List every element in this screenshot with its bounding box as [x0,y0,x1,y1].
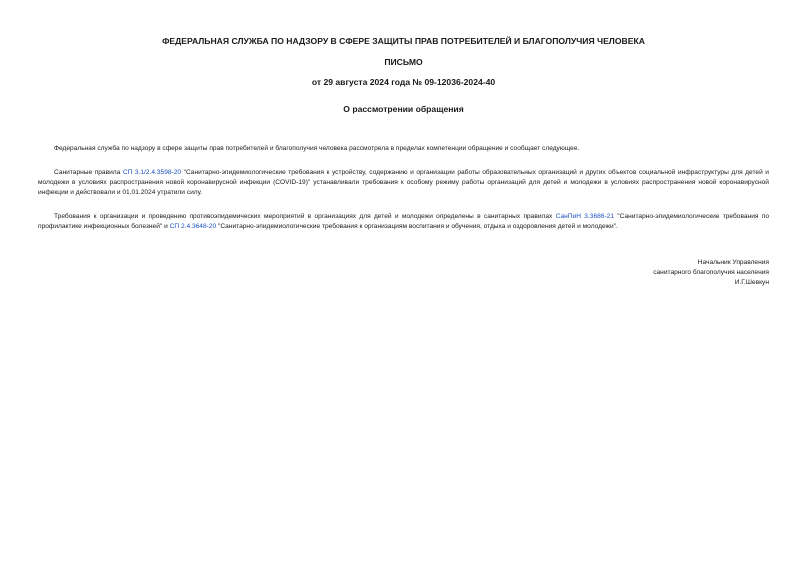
paragraph-3-text-a: Требования к организации и проведению противоэпидемических мероприятий в организациях для детей и молодежи определены в санитарных правилах [54,212,556,220]
reference-link-sp-3648[interactable]: СП 2.4.3648-20 [169,223,217,231]
paragraph-3-text-b: "Санитарно-эпидемиологические требования по профилактике инфекционных болезней" и [38,212,769,231]
paragraph-1: Федеральная служба по надзору в сфере защиты прав потребителей и благополучия человека рассмотрела в пределах компетенции обращение и сообщает следующее. [54,145,580,152]
reference-link-sp-3598[interactable]: СП 3.1/2.4.3598-20 [122,168,182,176]
document-body [38,144,769,232]
signer-name: И.Г.Шевкун [734,279,769,286]
signer-title-line-1: Начальник Управления [697,259,769,266]
document-type: ПИСЬМО [384,57,423,67]
document-subject: О рассмотрении обращения [343,104,464,114]
reference-link-sanpin-3686[interactable]: СанПиН 3.3686-21 [555,212,614,220]
signature-block [653,258,769,288]
paragraph-2 [38,168,769,199]
agency-name: ФЕДЕРАЛЬНАЯ СЛУЖБА ПО НАДЗОРУ В СФЕРЕ ЗАЩИТЫ ПРАВ ПОТРЕБИТЕЛЕЙ И БЛАГОПОЛУЧИЯ ЧЕЛОВЕКА [162,36,645,46]
paragraph-2-text-a: Санитарные правила [54,168,123,176]
paragraph-3 [38,212,769,232]
paragraph-3-text-c: "Санитарно-эпидемиологические требования к организациям воспитания и обучения, отдыха и оздоровления детей и молодежи". [216,223,618,231]
signer-title-line-2: санитарного благополучия населения [653,269,769,276]
document-date-number: от 29 августа 2024 года № 09-12036-2024-40 [311,77,496,87]
paragraph-2-text-b: "Санитарно-эпидемиологические требования к устройству, содержанию и организации работы образовательных организаций и других объектов социальной инфраструктуры для детей и молодежи в условиях распространения новой коронавирусной инфекции (COVID-19)" устанавливали требования к особому режиму работы организаций для детей и молодежи в условиях распространения новой коронавирусной инфекции и действовали и 01.01.2024 утратили силу. [38,168,769,197]
